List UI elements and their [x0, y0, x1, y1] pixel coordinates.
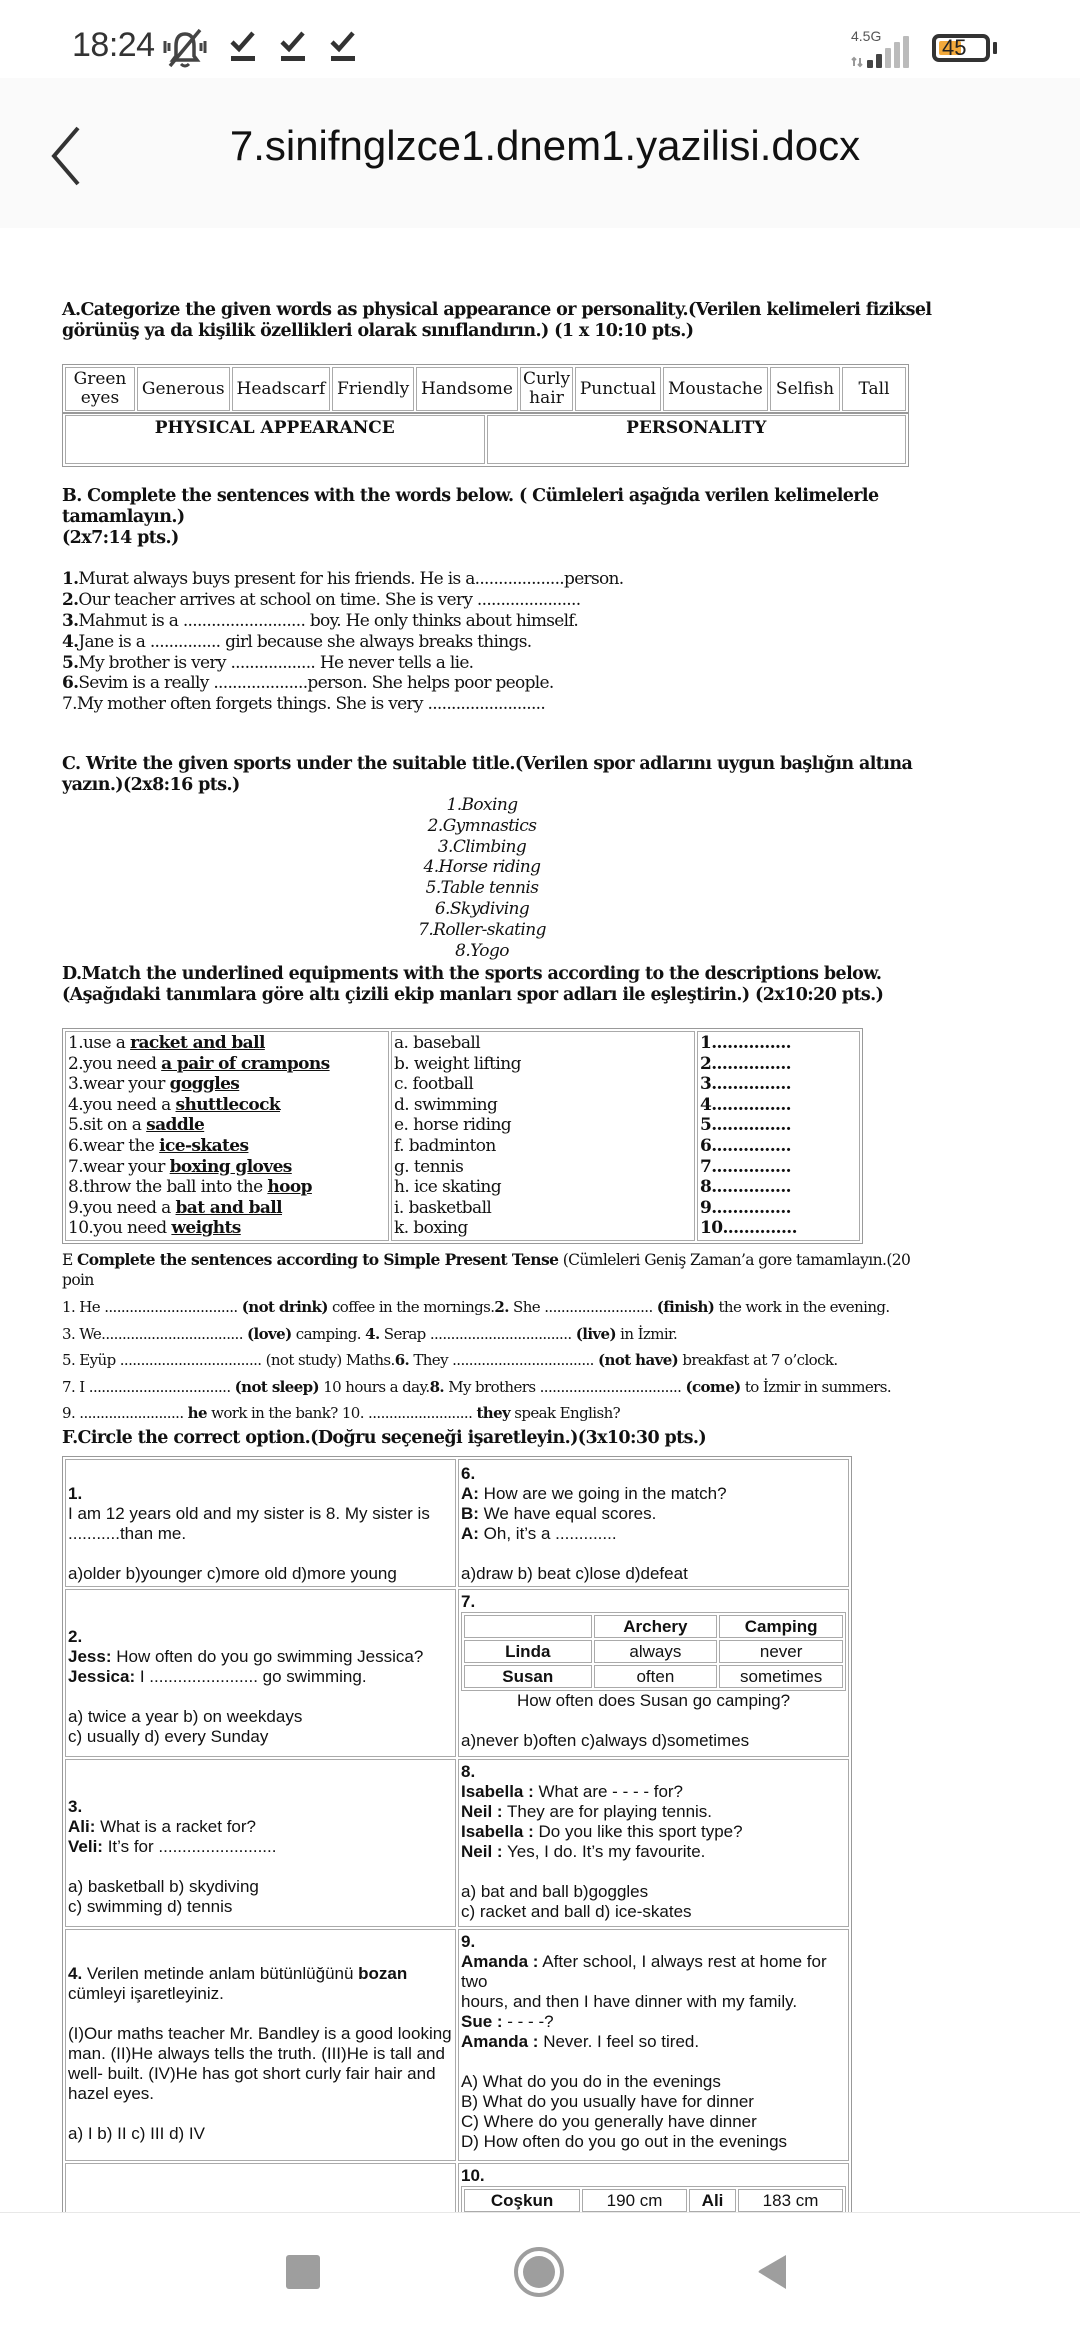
answer-blank[interactable]: 8...............	[700, 1177, 792, 1198]
matching-table	[62, 1028, 863, 1244]
answer-blank[interactable]: 4...............	[700, 1094, 792, 1115]
answer-options[interactable]: a) I b) II c) III d) IV	[68, 2124, 205, 2143]
word-cell: Green eyes	[65, 367, 135, 411]
description-item: 1.use a racket and ball	[68, 1033, 265, 1053]
word-cell: Friendly	[332, 367, 414, 411]
exercise-line: 5. Eyüp .................................. (not study) Maths.6. They .................................. (not have) breakfast at 7 o’clock.	[62, 1351, 838, 1369]
sentence-item: 6.Sevim is a really ....................person. She helps poor people.	[62, 673, 554, 694]
sentence-item: 5.My brother is very .................. He never tells a lie.	[62, 652, 474, 673]
sport-item: 2.Gymnastics	[427, 815, 537, 836]
answer-blank[interactable]: 7...............	[700, 1156, 792, 1177]
question-9: 9. Amanda : After school, I always rest at home for two hours, and then I have dinner with my family. Sue : - - - -? Amanda : Never. I feel so tired. A) What do you do in the evenings B) What do you usually have for dinner C) Where do you generally have dinner D) How often do you go out in the evenings	[458, 1929, 849, 2161]
question-7: 7. Archery Camping Linda always never Susan often sometimes How often does Susan go camping? a)never b)often c)always d)sometimes	[458, 1589, 849, 1757]
clock: 18:24	[72, 26, 155, 64]
vibrate-off-icon	[160, 26, 210, 70]
answer-options[interactable]: c) racket and ball d) ice-skates	[461, 1902, 692, 1921]
descriptions-column	[65, 1031, 389, 1241]
section-a-heading: A.Categorize the given words as physical appearance or personality.(Verilen kelimeleri fiziksel görünüş ya da kişilik özellikleri olarak sınıflandırın.) (1 x 10:10 pts.)	[62, 300, 932, 341]
sentence-item: 4.Jane is a ............... girl because she always breaks things.	[62, 631, 532, 652]
word-cell: Selfish	[770, 367, 840, 411]
answer-blank[interactable]: 5...............	[700, 1115, 792, 1136]
answer-blank[interactable]: 10..............	[700, 1218, 797, 1239]
answer-options[interactable]: a)older b)younger c)more old d)more young	[68, 1564, 397, 1583]
sport-option: c. football	[394, 1074, 474, 1095]
category-table	[62, 412, 909, 467]
word-bank-table	[62, 364, 909, 414]
word-cell: Handsome	[416, 367, 518, 411]
sentence-list	[62, 569, 962, 715]
section-b-heading: B. Complete the sentences with the words below. ( Cümleleri aşağıda verilen kelimelerle tamamlayın.)	[62, 486, 879, 527]
sport-option: e. horse riding	[394, 1115, 512, 1136]
download-done-icon	[278, 28, 308, 64]
description-item: 5.sit on a saddle	[68, 1115, 205, 1136]
sport-option: b. weight lifting	[394, 1053, 521, 1074]
answer-blank[interactable]: 3...............	[700, 1074, 792, 1095]
network-type-label: 4.5G	[851, 28, 882, 44]
download-done-icon	[328, 28, 358, 64]
download-done-icon	[228, 28, 258, 64]
sport-option: a. baseball	[394, 1033, 481, 1053]
multiple-choice-table	[62, 1456, 852, 2246]
sport-option: h. ice skating	[394, 1177, 502, 1198]
answer-options[interactable]: a)never b)often c)always d)sometimes	[461, 1731, 750, 1750]
question-6: 6. A: How are we going in the match? B: We have equal scores. A: Oh, it’s a ............. a)draw b) beat c)lose d)defeat	[458, 1459, 849, 1587]
sport-option: g. tennis	[394, 1156, 464, 1177]
answer-options[interactable]: a) basketball b) skydiving	[68, 1877, 259, 1896]
battery-tip	[993, 42, 997, 54]
section-e-heading: E Complete the sentences according to Simple Present Tense (Cümleleri Geniş Zaman’a gore tamamlayın.(20 poin	[62, 1250, 911, 1289]
answer-option[interactable]: D) How often do you go out in the evenings	[461, 2132, 788, 2151]
sport-item: 8.Yogo	[455, 940, 509, 961]
navigation-bar	[0, 2212, 1080, 2341]
description-item: 4.you need a shuttlecock	[68, 1094, 281, 1115]
description-item: 2.you need a pair of crampons	[68, 1053, 330, 1074]
answer-blank[interactable]: 1...............	[700, 1033, 792, 1053]
category-physical-appearance[interactable]: PHYSICAL APPEARANCE	[65, 415, 485, 464]
description-item: 7.wear your boxing gloves	[68, 1156, 292, 1177]
answer-options[interactable]: c) swimming d) tennis	[68, 1897, 233, 1916]
section-a	[62, 300, 962, 438]
word-cell: Generous	[137, 367, 230, 411]
section-d	[62, 964, 962, 1239]
section-e	[62, 1250, 962, 1427]
description-item: 3.wear your goggles	[68, 1074, 240, 1095]
question-10: 10. Coşkun 190 cm Ali 183 cm	[458, 2163, 849, 2243]
height-table: Coşkun 190 cm Ali 183 cm	[461, 2186, 846, 2215]
sport-option: i. basketball	[394, 1197, 492, 1218]
square-recents-icon[interactable]	[286, 2255, 320, 2289]
app-header	[0, 78, 1080, 228]
sport-option: f. badminton	[394, 1135, 496, 1156]
battery-indicator	[932, 34, 990, 62]
circle-home-icon[interactable]	[514, 2247, 564, 2297]
sentence-item: 1.Murat always buys present for his friends. He is a...................person.	[62, 569, 624, 590]
section-b-points: (2x7:14 pts.)	[62, 527, 179, 548]
word-cell: Headscarf	[232, 367, 331, 411]
answer-option[interactable]: A) What do you do in the evenings	[461, 2072, 721, 2091]
signal-strength-icon	[851, 36, 921, 68]
exercise-line: 7. I .................................. (not sleep) 10 hours a day.8. My brothers .................................. (come) to İzmir in summers.	[62, 1377, 891, 1396]
question-8: 8. Isabella : What are - - - - for? Neil : They are for playing tennis. Isabella : Do you like this sport type? Neil : Yes, I do. It’s my favourite. a) bat and ball b)goggles c) racket and ball d) ice-skates	[458, 1759, 849, 1927]
question-1: 1. I am 12 years old and my sister is 8. My sister is ...........than me. a)older b)younger c)more old d)more young	[65, 1459, 456, 1587]
frequency-table: Archery Camping Linda always never Susan often sometimes	[461, 1612, 846, 1691]
category-personality[interactable]: PERSONALITY	[487, 415, 907, 464]
exercise-line: 3. We.................................. (love) camping. 4. Serap .................................. (live) in İzmir.	[62, 1324, 678, 1343]
answer-blank[interactable]: 9...............	[700, 1197, 792, 1218]
answer-option[interactable]: C) Where do you generally have dinner	[461, 2112, 757, 2131]
question-3: 3. Ali: What is a racket for? Veli: It’s for ......................... a) basketball b) skydiving c) swimming d) tennis	[65, 1759, 456, 1927]
question-2: 2. Jess: How often do you go swimming Jessica? Jessica: I ....................... go swimming. a) twice a year b) on weekdays c) usually d) every Sunday	[65, 1589, 456, 1757]
answer-options[interactable]: c) usually d) every Sunday	[68, 1727, 269, 1746]
word-cell: Tall	[842, 367, 906, 411]
sport-item: 5.Table tennis	[425, 878, 539, 899]
word-cell: Punctual	[575, 367, 661, 411]
section-d-heading: D.Match the underlined equipments with the sports according to the descriptions below. (Aşağıdaki tanımlara göre altı çizili ekip manları spor adları ile eşleştirin.) (2x10:20 pts.)	[62, 964, 884, 1005]
description-item: 10.you need weights	[68, 1218, 241, 1239]
exercise-line: 1. He ................................ (not drink) coffee in the mornings.2. She .......................... (finish) the work in the evening.	[62, 1298, 890, 1316]
description-item: 6.wear the ice-skates	[68, 1135, 249, 1156]
sport-item: 1.Boxing	[446, 795, 518, 815]
section-f	[62, 1428, 962, 2210]
document-title: 7.sinifnglzce1.dnem1.yazilisi.docx	[229, 122, 861, 169]
sport-item: 3.Climbing	[437, 836, 527, 857]
tense-exercise-lines	[62, 1294, 962, 1427]
section-c-heading: C. Write the given sports under the suitable title.(Verilen spor adlarını uygun başlığın altına yazın.)(2x8:16 pts.)	[62, 754, 913, 795]
sentence-item: 3.Mahmut is a .......................... boy. He only thinks about himself.	[62, 610, 579, 631]
question-text: How often does Susan go camping?	[516, 1691, 791, 1710]
sport-item: 7.Roller-skating	[418, 919, 546, 940]
section-c	[62, 754, 962, 961]
sport-option: k. boxing	[394, 1218, 468, 1239]
word-cell: Moustache	[663, 367, 768, 411]
sentence-item: 7.My mother often forgets things. She is very .........................	[62, 694, 546, 715]
answers-column	[697, 1031, 860, 1241]
triangle-back-icon[interactable]	[756, 2253, 788, 2291]
sports-column	[391, 1031, 695, 1241]
section-f-heading: F.Circle the correct option.(Doğru seçeneği işaretleyin.)(3x10:30 pts.)	[62, 1428, 707, 1448]
answer-blank[interactable]: 6...............	[700, 1135, 792, 1156]
word-cell: Curly hair	[520, 367, 573, 411]
sport-option: d. swimming	[394, 1094, 498, 1115]
answer-option[interactable]: B) What do you usually have for dinner	[461, 2092, 754, 2111]
sentence-item: 2.Our teacher arrives at school on time. She is very ......................	[62, 590, 581, 611]
answer-options[interactable]: a) bat and ball b)goggles	[461, 1882, 649, 1901]
question-4: 4. Verilen metinde anlam bütünlüğünü bozan cümleyi işaretleyiniz. (I)Our maths teacher Mr. Bandley is a good looking man. (II)He always tells the truth. (III)He is tall and well- built. (IV)He has got short curly fair hair and hazel eyes. a) I b) II c) III d) IV	[65, 1929, 456, 2161]
answer-options[interactable]: a)draw b) beat c)lose d)defeat	[461, 1564, 688, 1583]
section-b	[62, 486, 962, 715]
sport-item: 6.Skydiving	[434, 898, 530, 919]
exercise-line: 9. ......................... he work in the bank? 10. ......................... they speak English?	[62, 1404, 621, 1422]
description-item: 9.you need a bat and ball	[68, 1197, 282, 1218]
answer-blank[interactable]: 2...............	[700, 1053, 792, 1074]
answer-options[interactable]: a) twice a year b) on weekdays	[68, 1707, 303, 1726]
sport-item: 4.Horse riding	[423, 857, 541, 878]
sports-list	[62, 795, 902, 961]
description-item: 8.throw the ball into the hoop	[68, 1177, 312, 1198]
battery-level: 45	[942, 35, 967, 60]
passage-text: (I)Our maths teacher Mr. Bandley is a good looking man. (II)He always tells the truth. (III)He is tall and well- built. (IV)He has got short curly fair hair and hazel eyes.	[68, 2024, 452, 2103]
status-bar	[0, 0, 1080, 78]
